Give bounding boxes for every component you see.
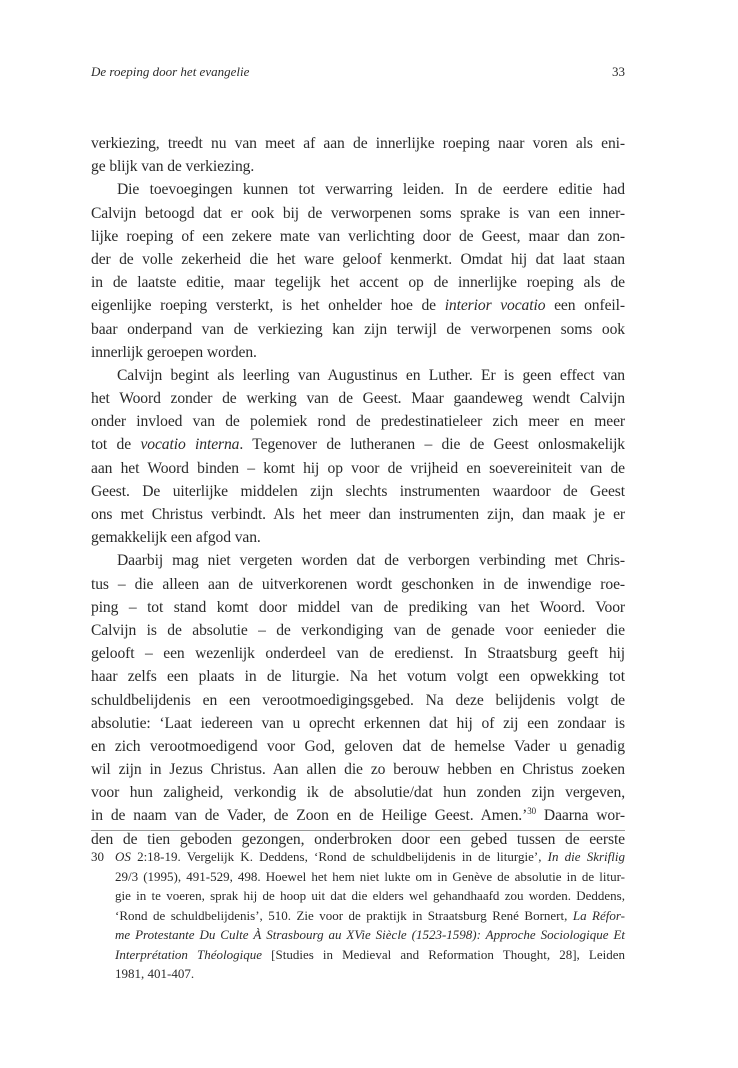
text-line: ons met Christus verbindt. Als het meer dan instrumenten zijn, dan maak je er	[91, 506, 625, 523]
footnote-divider	[91, 830, 625, 831]
text-run: ‘Rond de schuldbelijdenis’, 510. Zie voor de praktijk in Straatsburg René Bornert,	[115, 907, 573, 923]
text-line: innerlijk geroepen worden.	[91, 343, 257, 361]
footnote-body	[115, 847, 625, 984]
page-number: 33	[612, 64, 625, 79]
italic-term: vocatio interna	[140, 436, 240, 454]
text-line	[91, 294, 625, 317]
text-line: voor hun zaligheid, verkondig ik de absolutie/dat hun zonden zijn vergeven,	[91, 784, 625, 802]
text-line: Daarbij mag niet vergeten worden dat de verborgen verbinding met Chris-	[117, 552, 625, 570]
footnote-line	[115, 925, 625, 945]
text-line: ping – tot stand komt door middel van de prediking van het Woord. Voor	[91, 598, 625, 616]
text-run: 2:18-19. Vergelijk K. Deddens, ‘Rond de schuldbelijdenis in de liturgie’,	[130, 849, 548, 864]
footnote-number: 30	[91, 849, 104, 864]
italic-term: In die Skriflig	[547, 849, 625, 864]
text-line: Calvijn begint als leerling van Augustinus en Luther. Er is geen effect van	[117, 366, 625, 384]
text-line: het Woord zonder de werking van de Geest. Maar gaandeweg wendt Calvijn	[91, 390, 625, 408]
text-line: wil zijn in Jezus Christus. Aan allen die zo berouw hebben en Christus zoeken	[91, 761, 625, 779]
text-line: absolutie: ‘Laat iedereen van u oprecht erkennen dat hij of zij een zondaar is	[91, 714, 625, 732]
footnote-line: 1981, 401-407.	[115, 966, 195, 981]
text-line	[91, 433, 625, 456]
text-line: aan het Woord binden – komt hij op voor de vrijheid en soevereiniteit van de	[91, 459, 625, 477]
text-line: gelooft – een wezenlijk onderdeel van de eredienst. In Straatsburg geeft hij	[91, 645, 625, 663]
text-line: in de laatste editie, maar tegelijk het accent op de innerlijke roeping als de	[91, 274, 625, 292]
text-line: Calvijn betoogd dat er ook bij de verworpenen soms sprake is van een inner-	[91, 204, 625, 222]
text-line: Geest. De uiterlijke middelen zijn slechts instrumenten waardoor de Geest	[91, 482, 625, 500]
italic-term: OS	[115, 849, 131, 864]
text-line: tus – die alleen aan de uitverkorenen wordt geschonken in de inwendige roe-	[91, 575, 625, 593]
text-run: in de naam van de Vader, de Zoon en de Heilige Geest. Amen.’	[91, 807, 528, 825]
italic-term: La Réfor-	[572, 907, 625, 923]
text-line: gemakkelijk een afgod van.	[91, 529, 261, 547]
footnote-line: 29/3 (1995), 491-529, 498. Hoewel het hem niet lukte om in Genève de absolutie in de litur-	[115, 868, 625, 884]
footnote-line	[115, 847, 625, 867]
body-text	[91, 132, 625, 851]
text-run: een onfeil-	[554, 297, 625, 315]
text-line: den de tien geboden gezongen, onderbroken door een gebed tussen de eerste	[91, 830, 625, 848]
italic-term: interior vocatio	[444, 297, 546, 315]
footnote-line	[115, 945, 625, 965]
text-line: der de volle zekerheid die het ware geloof kenmerkt. Omdat hij dat laat staan	[91, 250, 625, 268]
text-line: schuldbelijdenis en een verootmoedigingsgebed. Na deze belijdenis volgt de	[91, 691, 625, 709]
text-run: [Studies in Medieval and Reformation Thought, 28], Leiden	[262, 946, 625, 962]
text-run: Daarna wor-	[536, 807, 625, 825]
text-run: eigenlijke roeping versterkt, is het onhelder hoe de	[91, 297, 437, 315]
text-line: verkiezing, treedt nu van meet af aan de innerlijke roeping naar voren als eni-	[91, 135, 625, 152]
text-line: ge blijk van de verkiezing.	[91, 158, 255, 176]
text-line: Die toevoegingen kunnen tot verwarring leiden. In de eerdere editie had	[117, 181, 625, 199]
text-line	[91, 804, 625, 827]
footnote-reference[interactable]: 30	[527, 806, 536, 817]
text-line: Calvijn is de absolutie – de verkondiging van de genade voor eenieder die	[91, 621, 625, 639]
text-line: haar zelfs een plaats in de liturgie. Na het votum volgt een opwekking tot	[91, 668, 625, 686]
text-run: tot de	[91, 436, 132, 454]
text-line: onder invloed van de polemiek rond de predestinatieleer zich meer en meer	[91, 413, 625, 431]
footnote-line: gie in te voeren, sprak hij de hoop uit dat die elders wel gehandhaafd zou worden. Deddens,	[115, 888, 625, 903]
italic-term: Interprétation Théologique	[115, 946, 263, 962]
running-head-title: De roeping door het evangelie	[91, 64, 250, 79]
text-line: en zich verootmoedigend voor God, geloven dat de hemelse Vader u genadig	[91, 737, 625, 755]
text-run: . Tegenover de lutheranen – die de Geest onlosmakelijk	[239, 436, 625, 454]
text-line: baar onderpand van de verkiezing kan zijn terwijl de verworpenen soms ook	[91, 320, 625, 338]
footnote-line	[115, 906, 625, 926]
italic-term: me Protestante Du Culte À Strasbourg au XVie Siècle (1523-1598): Approche Sociologique Et	[115, 927, 625, 942]
text-line: lijke roeping of een zekere mate van verlichting door de Geest, maar dan zon-	[91, 227, 625, 245]
